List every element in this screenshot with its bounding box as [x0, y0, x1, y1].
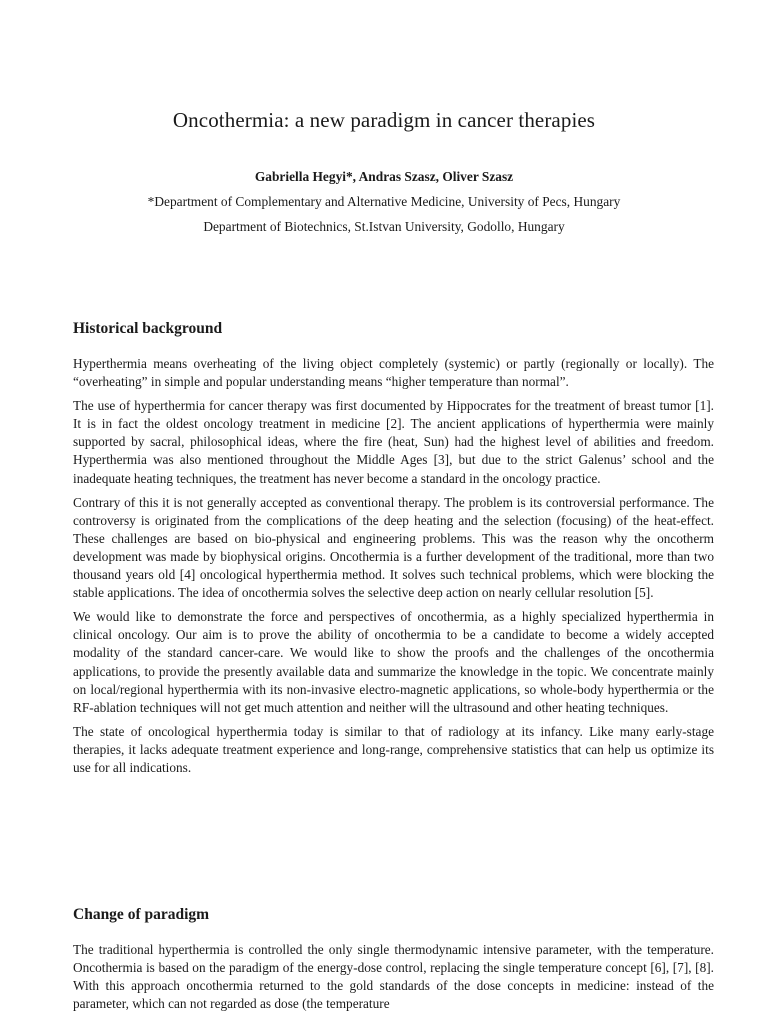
paragraph: We would like to demonstrate the force and perspectives of oncothermia, as a highly specialized hyperthermia in clinical oncology. Our aim is to prove the ability of oncothermia to be a candidate to become a widely accepted modality of the standard cancer-care. We would like to show the proofs and the challenges of the oncothermia applications, to provide the presently available data and summarize the knowledge in the topic. We concentrate mainly on local/regional hyperthermia with its non-invasive electro-magnetic applications, so whole-body hyperthermia or the RF-ablation techniques will not get much attention and neither will the ultrasound and other heating techniques.	[73, 609, 714, 715]
affiliation-2: Department of Biotechnics, St.Istvan University, Godollo, Hungary	[203, 219, 565, 234]
paragraph: The use of hyperthermia for cancer therapy was first documented by Hippocrates for the treatment of breast tumor [1]. It is in fact the oldest oncology treatment in medicine [2]. The ancient applications of hyperthermia were mainly supported by sacral, philosophical ideas, where the fire (heat, Sun) had the highest level of abilities and freedom. Hyperthermia was also mentioned throughout the Middle Ages [3], but due to the strict Galenus’ school and the inadequate heating techniques, the treatment has never become a standard in the oncology practice.	[73, 398, 714, 486]
paragraph: The state of oncological hyperthermia today is similar to that of radiology at its infancy. Like many early-stage therapies, it lacks adequate treatment experience and long-range, comprehensive statistics that can help us optimize its use for all indications.	[73, 723, 714, 775]
section-body-paradigm	[73, 941, 714, 1019]
affiliation-1: *Department of Complementary and Alternative Medicine, University of Pecs, Hungary	[147, 194, 621, 209]
author-list: Gabriella Hegyi*, Andras Szasz, Oliver Szasz	[254, 169, 514, 184]
section-heading-paradigm: Change of paradigm	[73, 906, 210, 923]
section-body-historical	[73, 355, 714, 783]
section-heading-historical: Historical background	[73, 320, 223, 337]
paragraph: Hyperthermia means overheating of the living object completely (systemic) or partly (regionally or locally). The “overheating” in simple and popular understanding means “higher temperature than normal”.	[73, 356, 714, 390]
paper-title: Oncothermia: a new paradigm in cancer therapies	[172, 108, 596, 132]
paragraph: Contrary of this it is not generally accepted as conventional therapy. The problem is its controversial performance. The controversy is originated from the complications of the deep heating and the selection (focusing) of the heat-effect. These challenges are based on bio-physical and engineering problems. This was the reason why the oncotherm development was made by biophysical origins. Oncothermia is a further development of the traditional, more than two thousand years old [4] oncological hyperthermia method. It solves such technical problems, which were blocking the stable applications. The idea of oncothermia solves the selective deep action on nearly cellular resolution [5].	[73, 494, 714, 601]
paragraph: The traditional hyperthermia is controlled the only single thermodynamic intensive parameter, with the temperature. Oncothermia is based on the paradigm of the energy-dose control, replacing the single temperature concept [6], [7], [8]. With this approach oncothermia returned to the gold standards of the dose concepts in medicine: instead of the parameter, which can not regarded as dose (the temperature	[73, 942, 714, 1012]
